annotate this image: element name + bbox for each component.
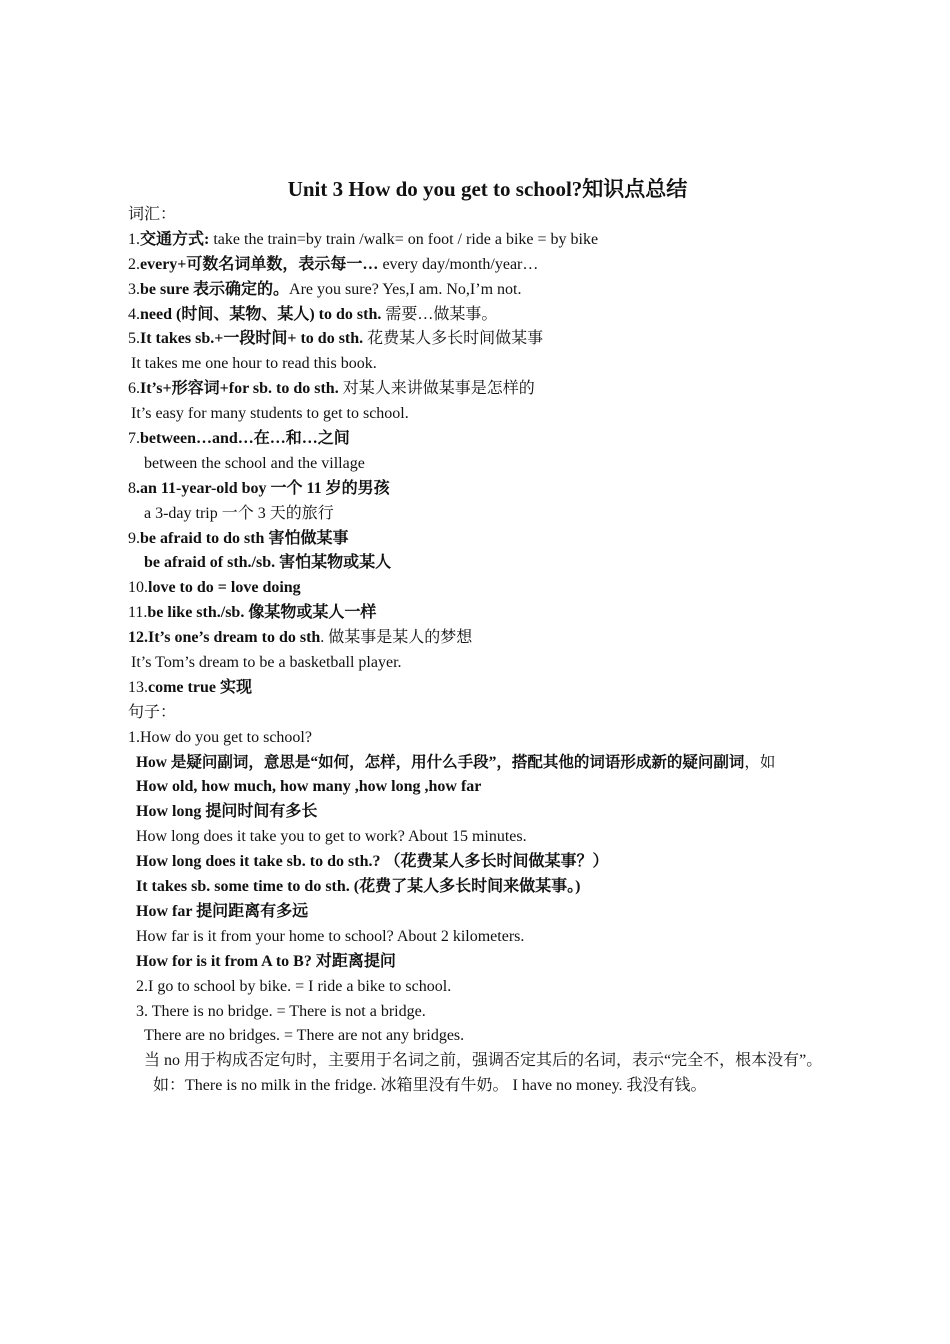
sentence-1: 1.How do you get to school? — [128, 728, 312, 746]
sentence-1-how-far-example: How far is it from your home to school? About 2 kilometers. — [136, 927, 525, 945]
vocab-example-12: It’s Tom’s dream to be a basketball player. — [131, 654, 402, 672]
vocab-item-9b: be afraid of sth./sb. 害怕某物或某人 — [144, 554, 392, 572]
sentence-1-how-far: How far 提问距离有多远 — [136, 902, 309, 920]
vocab-example-7: between the school and the village — [144, 454, 365, 472]
sentence-1-note: How 是疑问副词，意思是“如何，怎样，用什么手段”，搭配其他的词语形成新的疑问副词，如 — [136, 753, 776, 771]
sentence-3-note: 当 no 用于构成否定句时，主要用于名词之前，强调否定其后的名词，表示“完全不，根本没有”。 — [144, 1052, 823, 1070]
sentence-1-examples: How old, how much, how many ,how long ,how far — [136, 778, 482, 796]
vocab-example-6: It’s easy for many students to get to school. — [131, 405, 409, 423]
vocab-example-5: It takes me one hour to read this book. — [131, 355, 377, 373]
sentence-1-how-long: How long 提问时间有多长 — [136, 803, 318, 821]
sentence-3: 3. There is no bridge. = There is not a bridge. — [136, 1002, 426, 1020]
sentence-1-it-takes-pattern: It takes sb. some time to do sth. (花费了某人多长时间来做某事。) — [136, 878, 581, 896]
vocab-item-12: 12.It’s one’s dream to do sth. 做某事是某人的梦想 — [128, 629, 473, 647]
document-body — [128, 203, 928, 1099]
vocab-item-13: 13.come true 实现 — [128, 678, 252, 696]
vocab-item-2: 2.every+可数名词单数，表示每一… every day/month/year… — [128, 255, 539, 273]
vocab-item-11: 11.be like sth./sb. 像某物或某人一样 — [128, 604, 377, 622]
vocab-item-7: 7.between…and…在…和…之间 — [128, 430, 350, 448]
vocab-item-5: 5.It takes sb.+一段时间+ to do sth. 花费某人多长时间做某事 — [128, 330, 544, 348]
vocab-example-8: a 3-day trip 一个 3 天的旅行 — [144, 504, 334, 522]
sentence-1-how-long-pattern: How long does it take sb. to do sth.? （花费某人多长时间做某事？） — [136, 853, 609, 871]
vocab-item-1: 1.交通方式: take the train=by train /walk= on foot / ride a bike = by bike — [128, 230, 599, 248]
vocab-item-8: 8.an 11-year-old boy 一个 11 岁的男孩 — [128, 479, 390, 497]
sentence-header: 句子： — [128, 703, 177, 721]
sentence-1-how-far-pattern: How for is it from A to B? 对距离提问 — [136, 952, 396, 970]
sentence-1-how-long-example: How long does it take you to get to work? About 15 minutes. — [136, 828, 527, 846]
page-title: Unit 3 How do you get to school?知识点总结 — [287, 177, 688, 201]
vocab-item-6: 6.It’s+形容词+for sb. to do sth. 对某人来讲做某事是怎样的 — [128, 380, 535, 398]
vocab-header: 词汇： — [128, 206, 177, 223]
vocab-item-4: 4.need (时间、某物、某人) to do sth. 需要…做某事。 — [128, 305, 498, 323]
sentence-3-example: 如：There is no milk in the fridge. 冰箱里没有牛奶。 I have no money. 我没有钱。 — [153, 1077, 707, 1095]
vocab-item-9: 9.be afraid to do sth 害怕做某事 — [128, 529, 349, 547]
vocab-item-3: 3.be sure 表示确定的。Are you sure? Yes,I am. No,I’m not. — [128, 280, 522, 298]
sentence-2: 2.I go to school by bike. = I ride a bike to school. — [136, 977, 452, 995]
sentence-3b: There are no bridges. = There are not any bridges. — [144, 1027, 465, 1045]
vocab-item-10: 10.love to do = love doing — [128, 579, 301, 597]
